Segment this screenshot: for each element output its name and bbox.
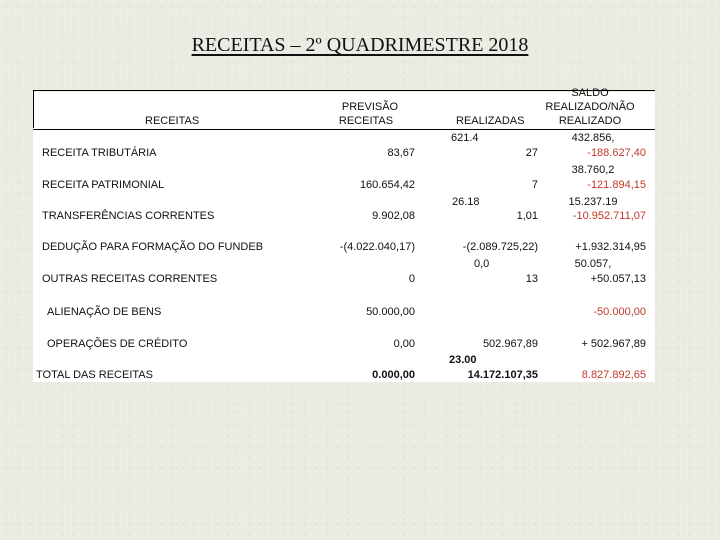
row-saldo: +50.057,13	[590, 273, 646, 285]
header-realizadas: REALIZADAS	[456, 115, 525, 127]
row-realizadas-part: 621.4	[451, 132, 479, 144]
row-realizadas-part: 13	[525, 273, 538, 285]
row-realizadas-part: 26.18	[452, 196, 480, 208]
row-previsao: 160.654,42	[359, 179, 415, 191]
header-previsao-line2: RECEITAS	[338, 115, 394, 127]
row-previsao: -(4.022.040,17)	[339, 241, 415, 253]
row-previsao: 83,67	[387, 147, 415, 159]
row-saldo: +1.932.314,95	[575, 241, 646, 253]
row-saldo-part: 15.237.19	[568, 196, 618, 208]
row-realizadas-part: 0,0	[474, 258, 490, 270]
row-label-operacoes-credito: OPERAÇÕES DE CRÉDITO	[47, 338, 188, 350]
header-saldo-line1: SALDO	[571, 87, 609, 99]
row-realizadas-part: 1,01	[516, 210, 538, 222]
header-saldo-line2: REALIZADO/NÃO	[545, 101, 635, 113]
row-previsao-total: 0.000,00	[372, 369, 415, 381]
row-previsao: 0,00	[393, 338, 415, 350]
row-realizadas-part: 23.00	[449, 354, 477, 366]
row-realizadas-part: 27	[525, 147, 538, 159]
table-left-border	[33, 90, 34, 128]
row-saldo-part: 50.057,	[574, 258, 612, 270]
header-divider	[33, 129, 655, 130]
row-realizadas-total: 14.172.107,35	[467, 369, 538, 381]
header-saldo-line3: REALIZADO	[558, 115, 622, 127]
row-previsao: 50.000,00	[366, 306, 415, 318]
row-realizadas: 502.967,89	[482, 338, 538, 350]
header-previsao-line1: PREVISÃO	[341, 101, 399, 113]
row-label-receita-tributaria: RECEITA TRIBUTÁRIA	[42, 147, 157, 159]
row-saldo: + 502.967,89	[581, 338, 646, 350]
row-label-alienacao-bens: ALIENAÇÃO DE BENS	[47, 306, 162, 318]
row-saldo: -10.952.711,07	[572, 210, 646, 222]
row-saldo-total: 8.827.892,65	[581, 369, 646, 381]
row-previsao: 9.902,08	[372, 210, 415, 222]
page-title: RECEITAS – 2º QUADRIMESTRE 2018	[191, 34, 529, 56]
row-realizadas-part: 7	[531, 179, 538, 191]
row-saldo-part: 432.856,	[571, 132, 615, 144]
row-label-transferencias-correntes: TRANSFERÊNCIAS CORRENTES	[42, 210, 215, 222]
row-saldo: -121.894,15	[587, 179, 646, 191]
row-label-total-receitas: TOTAL DAS RECEITAS	[36, 369, 153, 381]
row-previsao: 0	[408, 273, 415, 285]
row-saldo: -188.627,40	[587, 147, 646, 159]
row-label-deducao-fundeb: DEDUÇÃO PARA FORMAÇÃO DO FUNDEB	[42, 241, 264, 253]
row-saldo: -50.000,00	[593, 306, 646, 318]
row-saldo-part: 38.760,2	[571, 164, 615, 176]
row-realizadas: -(2.089.725,22)	[462, 241, 538, 253]
row-label-outras-receitas: OUTRAS RECEITAS CORRENTES	[42, 273, 218, 285]
header-receitas: RECEITAS	[145, 115, 200, 127]
row-label-receita-patrimonial: RECEITA PATRIMONIAL	[42, 179, 165, 191]
